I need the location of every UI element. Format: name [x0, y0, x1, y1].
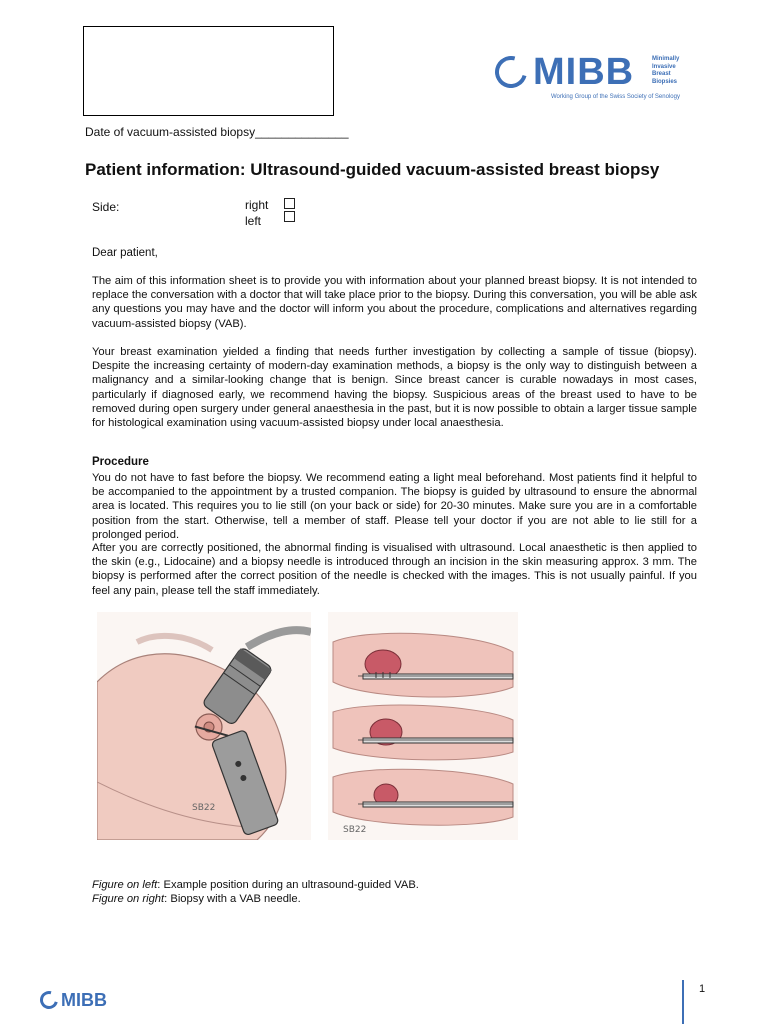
patient-label-box	[83, 26, 334, 116]
needle-stage-2	[333, 705, 513, 760]
procedure-paragraph-2: After you are correctly positioned, the abnormal finding is visualised with ultrasound. Local anaesthetic is then applied to the skin (e.g., Lidocaine) and a biopsy needle is introduced through an incision in the skin measuring approx. 3 mm. The biopsy is performed after the correct position of the needle is checked with the images. This is not usually painful. If you feel any pain, please tell the staff immediately.	[92, 542, 697, 597]
biopsy-date-line: Date of vacuum-assisted biopsy______________	[85, 125, 349, 139]
footer-logo-ring-icon	[37, 988, 62, 1013]
page-number: 1	[699, 983, 706, 995]
side-left-checkbox[interactable]	[284, 211, 295, 222]
logo-side-text: Minimally Invasive Breast Biopsies	[652, 56, 680, 85]
caption-right-text: : Biopsy with a VAB needle.	[164, 893, 301, 905]
figure-right-vab-needle	[328, 612, 518, 840]
figure-left-signature: SB22	[192, 803, 216, 813]
page-number-rule	[682, 980, 684, 1024]
greeting: Dear patient,	[92, 247, 158, 259]
caption-left-text: : Example position during an ultrasound-guided VAB.	[157, 879, 419, 891]
logo-ring-icon	[489, 50, 533, 94]
figure-left-positioning	[97, 612, 311, 840]
side-right-checkbox[interactable]	[284, 198, 295, 209]
footer-logo-brand: MIBB	[61, 990, 107, 1010]
caption-left	[92, 878, 419, 892]
intro-paragraph: The aim of this information sheet is to provide you with information about your planned breast biopsy. It is not intended to replace the conversation with a doctor that will take place prior to the biopsy. During this conversation, you will be able ask any questions you may have and the doctor will inform you about the procedure, complications and alternatives regarding vacuum-assisted biopsy (VAB).	[92, 275, 697, 330]
procedure-heading: Procedure	[92, 456, 149, 468]
figure-right-signature: SB22	[343, 825, 367, 835]
caption-right-prefix: Figure on right	[92, 893, 165, 905]
caption-right	[92, 892, 301, 906]
page-title: Patient information: Ultrasound-guided vacuum-assisted breast biopsy	[85, 160, 660, 179]
finding-paragraph: Your breast examination yielded a finding that needs further investigation by collecting a sample of tissue (biopsy). Despite the increasing certainty of modern-day examination methods, a biopsy is the only way to distinguish between a malignancy and a similar-looking change that is benign. Since breast cancer is curable nowadays in most cases, particularly if diagnosed early, we recommend having the biopsy. Suspicious areas of the breast used to have to be removed during open surgery under general anaesthesia in the past, but it is now possible to obtain a larger tissue sample for histological examination using vacuum-assisted biopsy under local anaesthesia.	[92, 346, 697, 430]
logo-brand: MIBB	[533, 51, 635, 93]
needle-stage-1	[333, 633, 513, 697]
procedure-paragraph-1: You do not have to fast before the biopsy. We recommend eating a light meal beforehand. Most patients find it helpful to be accompanied to the appointment by a trusted companion. The biopsy is guided by ultrasound to ensure the abnormal area is located. This requires you to lie still (on your back or side) for 20-30 minutes. Make sure you are in a comfortable position from the start. Otherwise, tell a member of staff. Please tell your doctor if you are not able to lie still for a prolonged period.	[92, 472, 697, 541]
needle-stage-3	[333, 769, 513, 825]
mibb-logo	[495, 52, 700, 112]
side-label: Side:	[92, 200, 120, 214]
side-option-right-label: right	[245, 198, 269, 212]
footer-logo	[40, 989, 140, 1013]
side-option-left-label: left	[245, 214, 262, 228]
caption-left-prefix: Figure on left	[92, 879, 158, 891]
logo-subtitle: Working Group of the Swiss Society of Senology	[551, 94, 680, 100]
